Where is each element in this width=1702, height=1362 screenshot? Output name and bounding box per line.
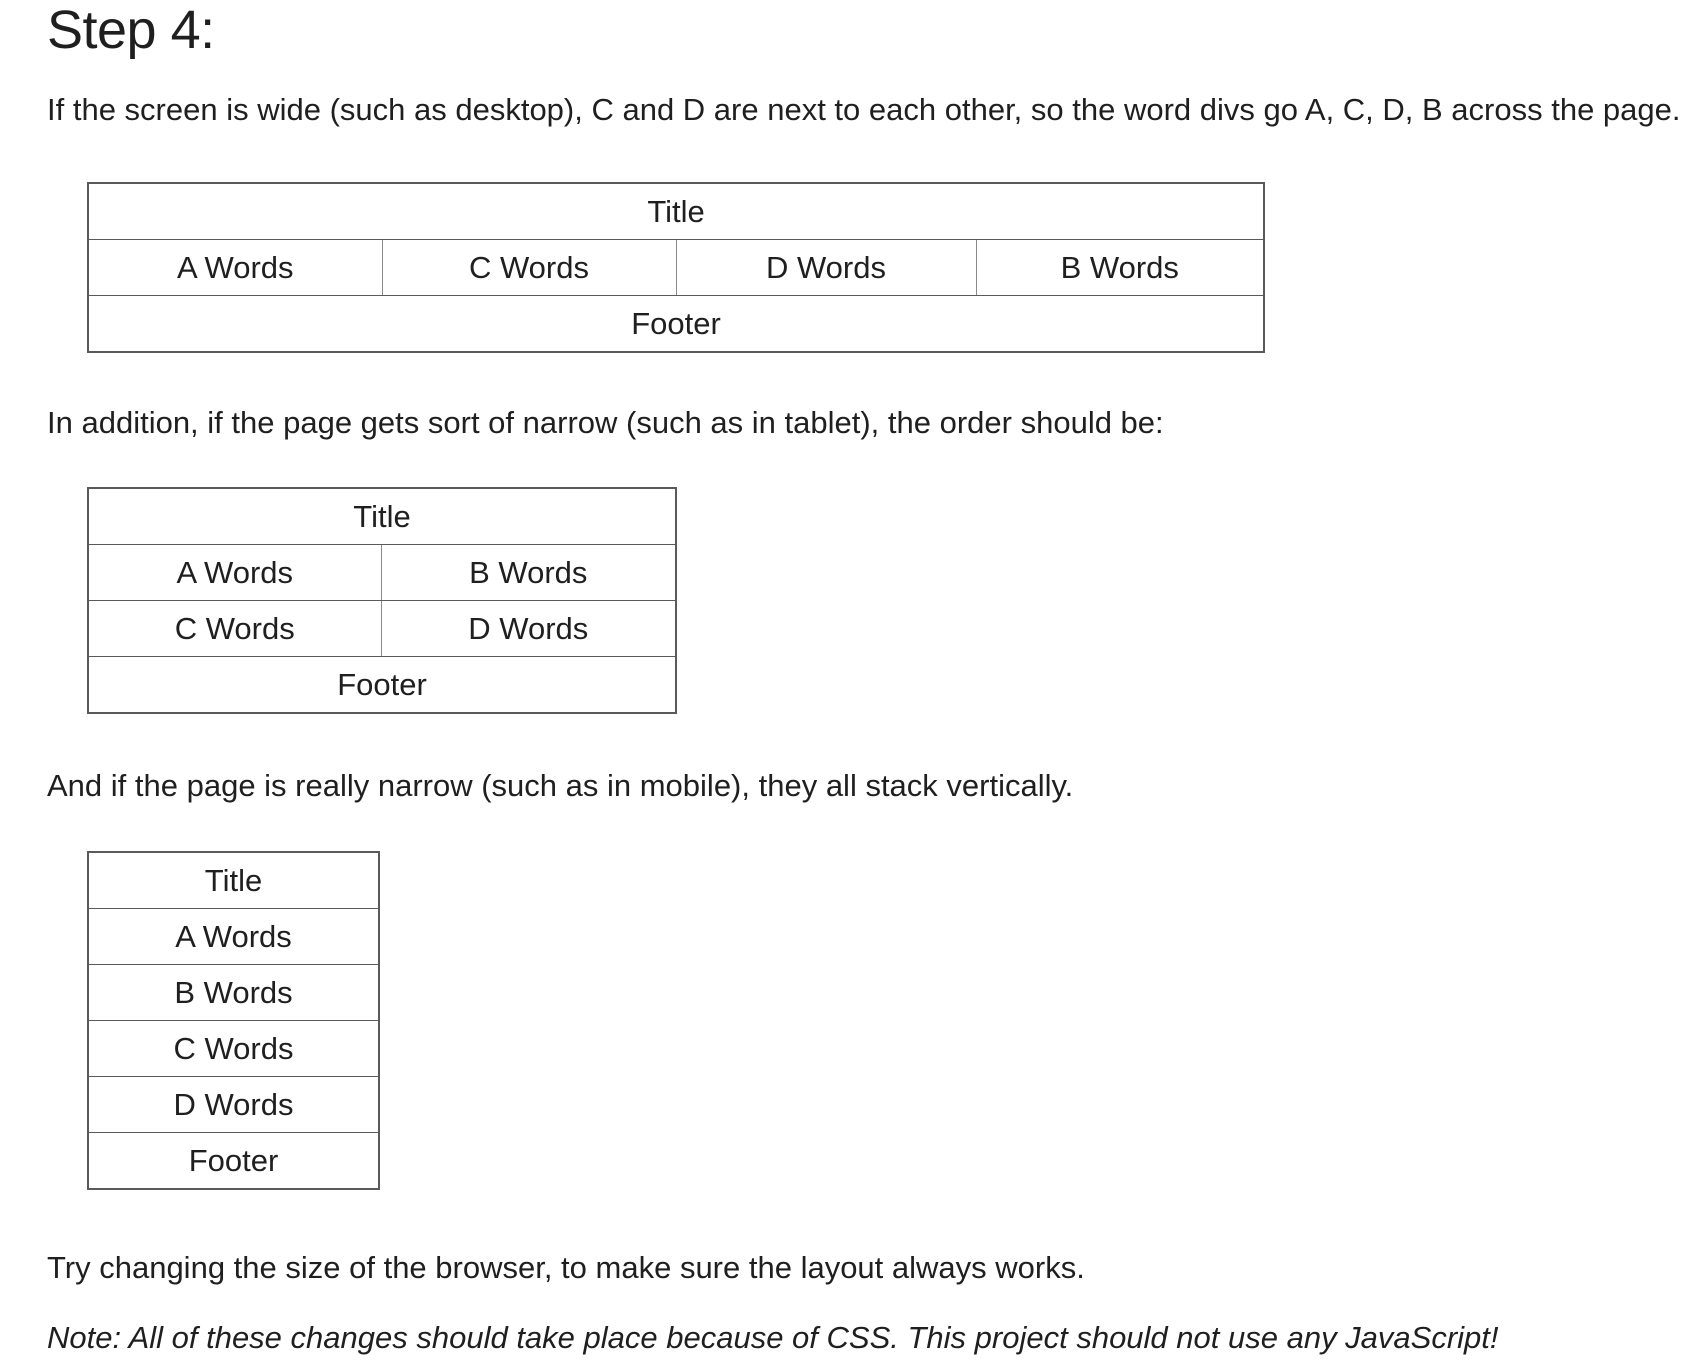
mobile-row — [88, 1077, 379, 1133]
mobile-cell-a-words: A Words — [88, 909, 379, 965]
mobile-row — [88, 852, 379, 909]
tablet-cell-d-words: D Words — [381, 601, 676, 657]
tablet-footer-row — [88, 657, 676, 714]
desktop-layout-table — [87, 182, 1265, 353]
desktop-cell-c-words: C Words — [382, 240, 676, 296]
css-note: Note: All of these changes should take place because of CSS. This project should not use any JavaScript! — [47, 1320, 1499, 1355]
desktop-cell-b-words: B Words — [976, 240, 1264, 296]
mobile-cell-b-words: B Words — [88, 965, 379, 1021]
tablet-row-1 — [88, 545, 676, 601]
tablet-cell-c-words: C Words — [88, 601, 381, 657]
mobile-row — [88, 965, 379, 1021]
tablet-row-2 — [88, 601, 676, 657]
mobile-row — [88, 1133, 379, 1190]
tablet-title-cell: Title — [88, 488, 676, 545]
tablet-cell-a-words: A Words — [88, 545, 381, 601]
desktop-footer-cell: Footer — [631, 305, 721, 341]
desktop-footer-row — [88, 296, 1264, 353]
tablet-description: In addition, if the page gets sort of narrow (such as in tablet), the order should be: — [47, 405, 1164, 440]
mobile-description: And if the page is really narrow (such as in mobile), they all stack vertically. — [47, 768, 1074, 803]
tablet-footer-cell: Footer — [337, 666, 427, 702]
mobile-row — [88, 909, 379, 965]
tablet-title-row — [88, 488, 676, 545]
tablet-cell-b-words: B Words — [381, 545, 676, 601]
desktop-title-row — [88, 183, 1264, 240]
tablet-layout-table — [87, 487, 677, 714]
resize-instruction: Try changing the size of the browser, to make sure the layout always works. — [47, 1250, 1085, 1285]
mobile-footer-cell: Footer — [188, 1142, 279, 1178]
desktop-words-row — [88, 240, 1264, 296]
mobile-cell-d-words: D Words — [88, 1077, 379, 1133]
mobile-row — [88, 1021, 379, 1077]
mobile-layout-table — [87, 851, 380, 1190]
page-title: Step 4: — [47, 0, 215, 60]
mobile-title-cell: Title — [88, 852, 379, 909]
desktop-cell-a-words: A Words — [88, 240, 382, 296]
desktop-cell-d-words: D Words — [676, 240, 976, 296]
desktop-title-cell: Title — [88, 183, 1264, 240]
mobile-cell-c-words: C Words — [88, 1021, 379, 1077]
desktop-description: If the screen is wide (such as desktop), C and D are next to each other, so the word divs go A, C, D, B across the page. — [47, 92, 1681, 127]
